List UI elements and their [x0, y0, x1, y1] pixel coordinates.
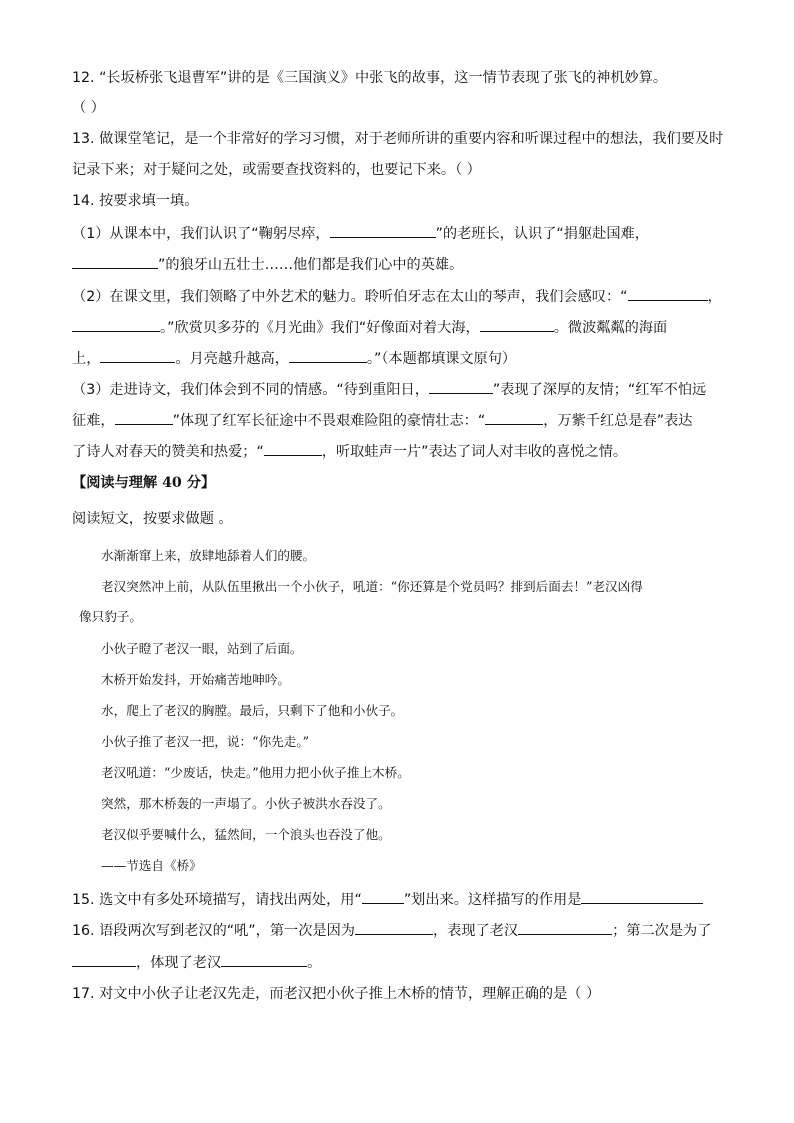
text: ”划出来。这样描写的作用是 [403, 892, 582, 908]
question-14-part1-line1 [72, 223, 649, 244]
text: 了诗人对春天的赞美和热爱；“ [72, 444, 264, 460]
question-14-part2-line3 [72, 348, 516, 369]
passage-line: 老汉吼道：“少废话，快走。”他用力把小伙子推上木桥。 [101, 765, 410, 780]
passage-line: 突然，那木桥轰的一声塌了。小伙子被洪水吞没了。 [101, 796, 391, 811]
question-14-part2-line2 [72, 317, 667, 338]
fill-blank[interactable] [518, 920, 612, 935]
passage-line: 木桥开始发抖，开始痛苦地呻吟。 [101, 672, 290, 687]
passage-line: 小伙子瞪了老汉一眼，站到了后面。 [101, 641, 303, 656]
question-14-part3-line3 [72, 441, 627, 462]
text: 16. 语段两次写到老汉的“吼”，第一次是因为 [72, 923, 355, 939]
text: ”的狼牙山五壮士……他们都是我们心中的英雄。 [158, 257, 464, 273]
fill-blank[interactable] [72, 952, 136, 967]
passage-line: 像只豹子。 [79, 609, 142, 624]
text: （2）在课文里，我们领略了中外艺术的魅力。聆听伯牙志在太山的琴声，我们会感叹：“ [72, 289, 628, 305]
passage-line: 老汉突然冲上前，从队伍里揪出一个小伙子，吼道：“你还算是个党员吗？排到后面去！”老汉凶得 [101, 579, 643, 594]
text: ”的老班长，认识了“捐躯赴国难， [435, 226, 649, 242]
text: （1）从课本中，我们认识了“鞠躬尽瘁， [72, 226, 330, 242]
question-14-part3-line2 [72, 410, 692, 431]
section-heading: 【阅读与理解 40 分】 [72, 475, 216, 491]
passage-line: 小伙子推了老汉一把，说：“你先走。” [101, 734, 310, 749]
text: ， [707, 289, 722, 305]
text: ，听取蛙声一片”表达了词人对丰收的喜悦之情。 [321, 444, 628, 460]
passage-line: 老汉似乎要喊什么，猛然间，一个浪头也吞没了他。 [101, 827, 391, 842]
text: 。月亮越升越高， [175, 351, 289, 367]
question-16-line2 [72, 952, 321, 973]
passage-line: 水渐渐窜上来，放肆地舔着人们的腰。 [101, 548, 316, 563]
text: ”表现了深厚的友情；“红军不怕远 [492, 382, 707, 398]
passage-line: 水，爬上了老汉的胸膛。最后，只剩下了他和小伙子。 [101, 703, 404, 718]
passage-source: ——节选自《桥》 [101, 858, 202, 873]
text: 征难， [72, 413, 115, 429]
fill-blank[interactable] [480, 317, 554, 332]
fill-blank[interactable] [72, 317, 160, 332]
fill-blank[interactable] [429, 379, 493, 394]
fill-blank[interactable] [330, 223, 436, 238]
fill-blank[interactable] [355, 920, 433, 935]
question-14-title: 14. 按要求填一填。 [72, 193, 199, 209]
fill-blank[interactable] [100, 348, 175, 363]
fill-blank[interactable] [581, 889, 703, 904]
section-instruction: 阅读短文，按要求做题 。 [72, 511, 233, 527]
text: 。微波粼粼的海面 [553, 320, 668, 336]
text: 。 [307, 955, 322, 971]
fill-blank[interactable] [628, 286, 708, 301]
text: 。”（本题都填课文原句） [366, 351, 517, 367]
text: 。”欣赏贝多芬的《月光曲》我们“好像面对着大海， [160, 320, 480, 336]
text: （3）走进诗文，我们体会到不同的情感。“待到重阳日， [72, 382, 429, 398]
question-12-answer-bracket[interactable]: （ ） [72, 100, 105, 116]
text: ”体现了红军长征途中不畏艰难险阻的豪情壮志：“ [172, 413, 486, 429]
fill-blank[interactable] [264, 441, 322, 456]
fill-blank[interactable] [115, 410, 173, 425]
fill-blank[interactable] [221, 952, 307, 967]
text: ，万紫千红总是春”表达 [543, 413, 693, 429]
question-14-part3-line1 [72, 379, 706, 400]
question-13-line2: 记录下来；对于疑问之处，或需要查找资料的，也要记下来。（ ） [72, 162, 481, 178]
text: ，体现了老汉 [136, 955, 222, 971]
question-17: 17. 对文中小伙子让老汉先走，而老汉把小伙子推上木桥的情节，理解正确的是（ ） [72, 986, 601, 1002]
text: 上， [72, 351, 101, 367]
question-14-part1-line2 [72, 254, 463, 275]
text: 15. 选文中有多处环境描写，请找出两处，用“ [72, 892, 362, 908]
question-14-part2-line1 [72, 286, 722, 307]
fill-blank[interactable] [485, 410, 543, 425]
question-15 [72, 889, 703, 910]
question-12-line1: 12. “长坂桥张飞退曹军”讲的是《三国演义》中张飞的故事，这一情节表现了张飞的神机妙算。 [72, 70, 668, 86]
question-13-line1: 13. 做课堂笔记，是一个非常好的学习习惯，对于老师所讲的重要内容和听课过程中的想法，我们要及时 [72, 131, 724, 147]
text: ，表现了老汉 [432, 923, 519, 939]
underline-sample [362, 889, 404, 904]
fill-blank[interactable] [289, 348, 367, 363]
text: ；第二次是为了 [612, 923, 712, 939]
fill-blank[interactable] [72, 254, 158, 269]
question-16-line1 [72, 920, 711, 941]
